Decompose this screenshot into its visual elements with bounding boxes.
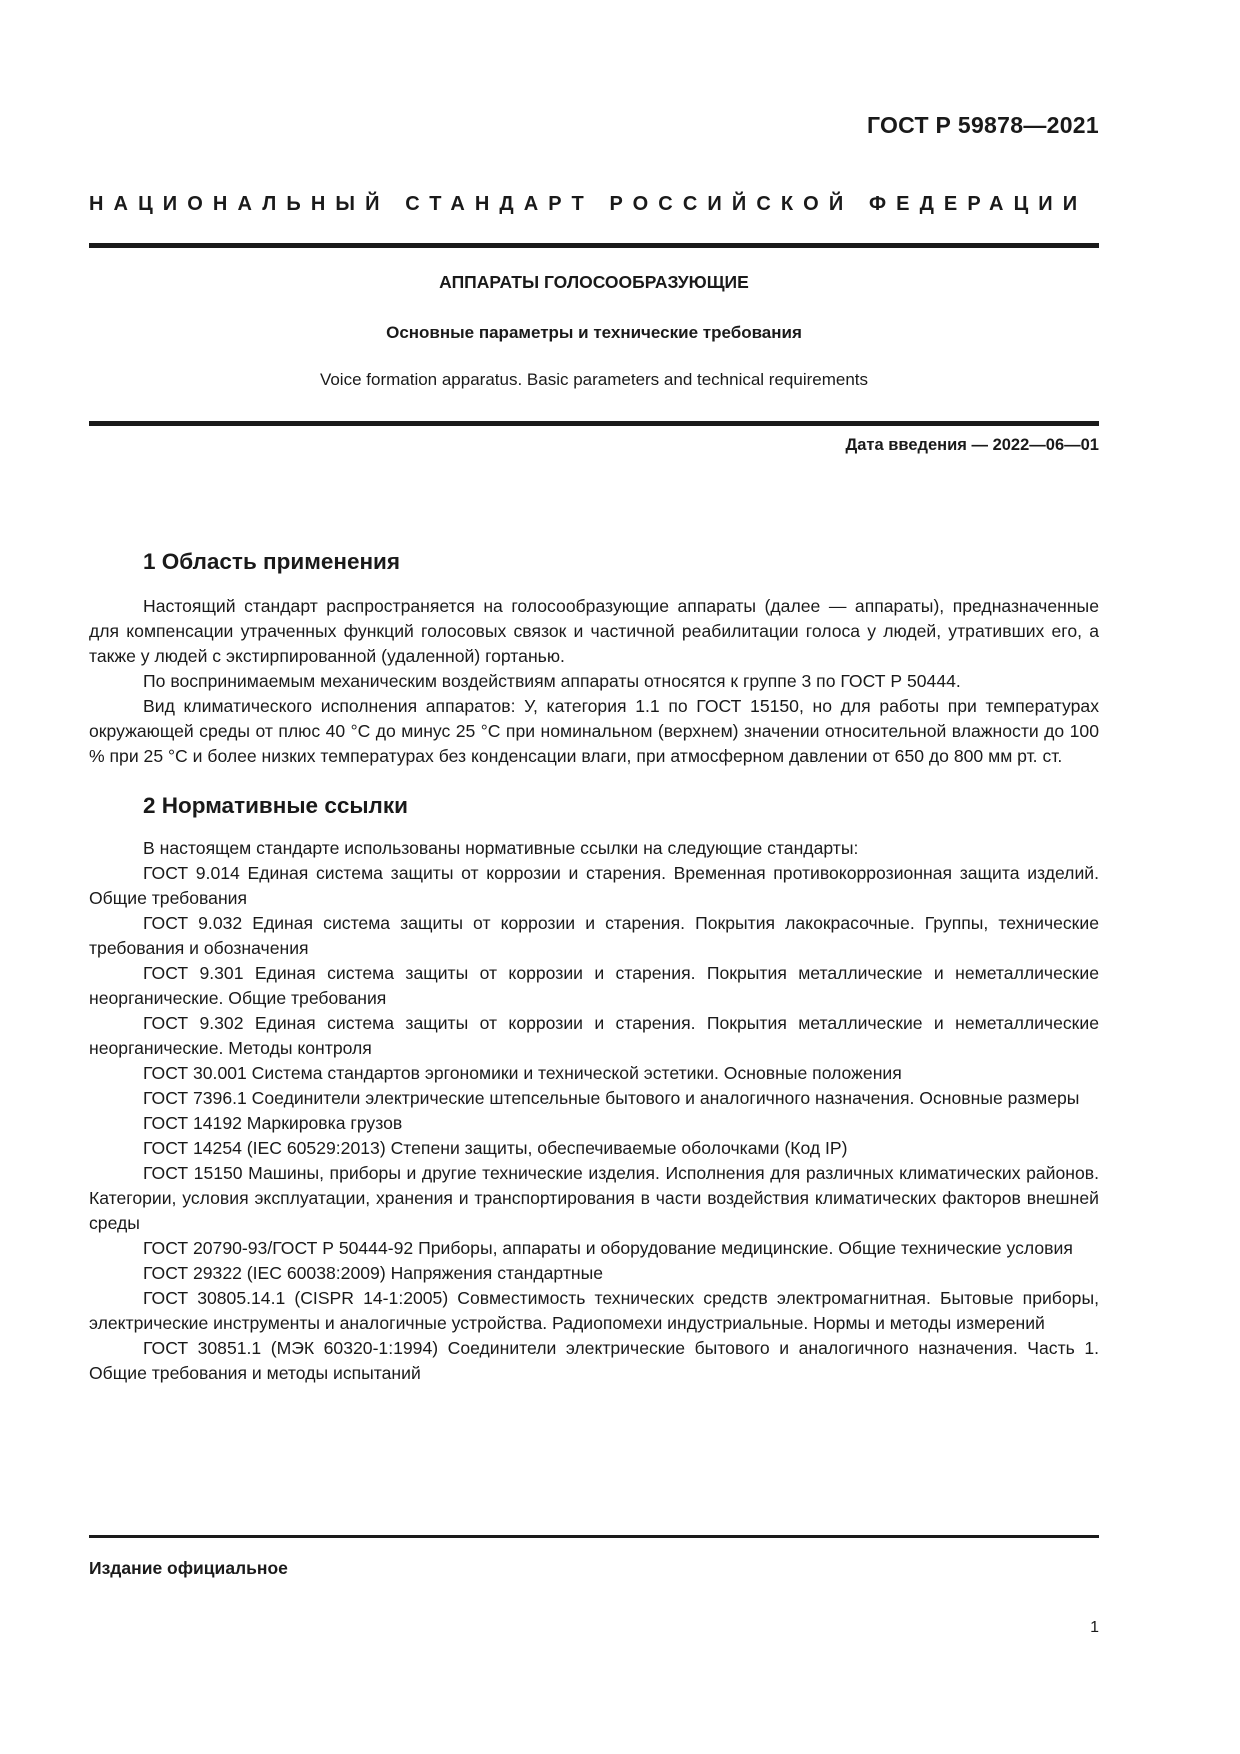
reference-item: ГОСТ 29322 (IEC 60038:2009) Напряжения стандартные (143, 1263, 604, 1283)
reference-item: ГОСТ 9.301 Единая система защиты от коррозии и старения. Покрытия металлические и неметаллические неорганические. Общие требования (89, 963, 1099, 1008)
reference-item: ГОСТ 15150 Машины, приборы и другие технические изделия. Исполнения для различных климатических районов. Категории, условия эксплуатации, хранения и транспортирования в части воздействия климатических факторов внешней среды (89, 1163, 1099, 1233)
section-1-heading: 1 Область применения (143, 549, 401, 574)
section-1-paragraph: Настоящий стандарт распространяется на голосообразующие аппараты (далее — аппараты), предназначенные для компенсации утраченных функций голосовых связок и частичной реабилитации голоса у людей, утративших его, а также у людей с экстирпированной (удаленной) гортанью. (89, 596, 1099, 666)
reference-item: ГОСТ 30.001 Система стандартов эргономики и технической эстетики. Основные положения (143, 1063, 902, 1083)
section-2-intro: В настоящем стандарте использованы нормативные ссылки на следующие стандарты: (143, 838, 859, 858)
reference-item: ГОСТ 7396.1 Соединители электрические штепсельные бытового и аналогичного назначения. Основные размеры (143, 1088, 1080, 1108)
document-number: ГОСТ Р 59878—2021 (866, 112, 1099, 138)
section-1-paragraph: По воспринимаемым механическим воздействиям аппараты относятся к группе 3 по ГОСТ Р 50444. (143, 671, 961, 691)
reference-item: ГОСТ 9.302 Единая система защиты от коррозии и старения. Покрытия металлические и неметаллические неорганические. Методы контроля (89, 1013, 1099, 1058)
introduction-date: Дата введения — 2022—06—01 (845, 436, 1099, 454)
page-number: 1 (1090, 1619, 1099, 1636)
official-edition-label: Издание официальное (89, 1558, 288, 1578)
section-1-paragraph: Вид климатического исполнения аппаратов: У, категория 1.1 по ГОСТ 15150, но для работы при температурах окружающей среды от плюс 40 °С до минус 25 °С при номинальном (верхнем) значении относительной влажности до 100 % при 25 °С и более низких температурах без конденсации влаги, при атмосферном давлении от 650 до 800 мм рт. ст. (89, 696, 1099, 766)
reference-item: ГОСТ 9.032 Единая система защиты от коррозии и старения. Покрытия лакокрасочные. Группы, технические требования и обозначения (89, 913, 1099, 958)
section-2-heading: 2 Нормативные ссылки (143, 793, 408, 818)
reference-item: ГОСТ 14192 Маркировка грузов (143, 1113, 403, 1133)
divider-top (89, 243, 1099, 248)
document-title: АППАРАТЫ ГОЛОСООБРАЗУЮЩИЕ (439, 272, 749, 292)
reference-item: ГОСТ 14254 (IEC 60529:2013) Степени защиты, обеспечиваемые оболочками (Код IP) (143, 1138, 848, 1158)
reference-item: ГОСТ 30805.14.1 (CISPR 14-1:2005) Совместимость технических средств электромагнитная. Бытовые приборы, электрические инструменты и аналогичные устройства. Радиопомехи индустриальные. Нормы и методы измерений (89, 1288, 1099, 1333)
document-page (89, 0, 1099, 1754)
reference-item: ГОСТ 30851.1 (МЭК 60320-1:1994) Соединители электрические бытового и аналогичного назначения. Часть 1. Общие требования и методы испытаний (89, 1338, 1099, 1383)
document-body (89, 548, 1099, 1386)
national-standard-heading: НАЦИОНАЛЬНЫЙ СТАНДАРТ РОССИЙСКОЙ ФЕДЕРАЦИИ (89, 193, 1088, 215)
document-subtitle: Основные параметры и технические требования (386, 323, 802, 342)
reference-item: ГОСТ 20790-93/ГОСТ Р 50444-92 Приборы, аппараты и оборудование медицинские. Общие технические условия (143, 1238, 1073, 1258)
reference-item: ГОСТ 9.014 Единая система защиты от коррозии и старения. Временная противокоррозионная защита изделий. Общие требования (89, 863, 1099, 908)
divider-middle (89, 421, 1099, 426)
document-title-english: Voice formation apparatus. Basic parameters and technical requirements (319, 370, 869, 389)
divider-bottom (89, 1535, 1099, 1538)
